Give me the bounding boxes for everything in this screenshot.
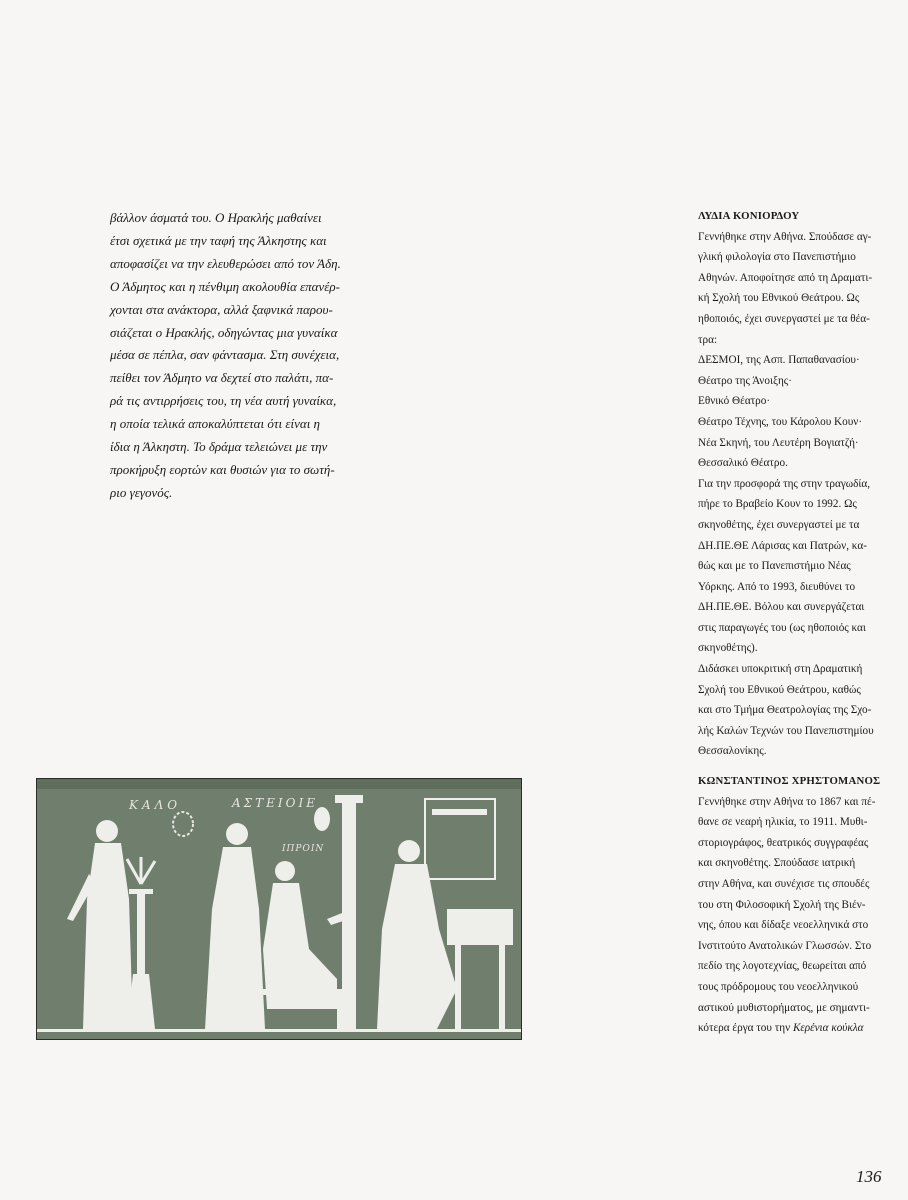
bio-line: θανε σε νεαρή ηλικία, το 1911. Μυθι-: [698, 816, 868, 829]
figure-seated-woman-2: [377, 840, 457, 1029]
bio-line: στις παραγωγές του (ως ηθοποιός και: [698, 621, 866, 634]
synopsis-text: [110, 207, 341, 505]
bio-line: Ινστιτούτο Ανατολικών Γλωσσών. Στο: [698, 939, 872, 952]
bio-line: Θεσσαλικό Θέατρο.: [698, 457, 788, 470]
bio-line-text: κότερα έργα του την: [698, 1022, 793, 1035]
bio-line: θώς και με το Πανεπιστήμιο Νέας: [698, 560, 851, 573]
bio-line: ηθοποιός, έχει συνεργαστεί με τα θέα-: [698, 312, 870, 325]
synopsis-line: βάλλον άσματά του. Ο Ηρακλής μαθαίνει: [110, 210, 322, 225]
bio-line: νης, όπου και δίδαξε νεοελληνικά στο: [698, 919, 869, 932]
bio-koniordou: [698, 206, 888, 762]
figure-seated-woman: [253, 861, 349, 1029]
figure-standing-woman: [67, 820, 133, 1029]
bio-line: τρα:: [698, 333, 718, 346]
synopsis-line: η οποία τελικά αποκαλύπτεται ότι είναι η: [110, 416, 321, 432]
bio-line: ΔΗ.ΠΕ.ΘΕ. Βόλου και συνεργάζεται: [698, 601, 865, 614]
column-capital: [335, 795, 363, 803]
synopsis-line: ίδια η Άλκηστη. Το δράμα τελειώνει με την: [110, 439, 328, 455]
bio-line: στην Αθήνα, και συνέχισε τις σπουδές: [698, 877, 870, 890]
synopsis-line: ρά τις αντιρρήσεις του, τη νέα αυτή γυναίκα,: [110, 393, 337, 409]
bio-line: σκηνοθέτης, έχει συνεργαστεί με τα: [698, 518, 860, 531]
bio-line: Θέατρο της Άνοιξης·: [698, 374, 792, 387]
vase-painting-image: [36, 778, 522, 1040]
bio-line: ΔΗ.ΠΕ.ΘΕ Λάρισας και Πατρών, κα-: [698, 539, 867, 552]
bio-line: ΔΕΣΜΟΙ, της Ασπ. Παπαθανασίου·: [698, 354, 860, 367]
bio-line: Θεσσαλονίκης.: [698, 745, 767, 758]
vase-border-band: [37, 779, 521, 789]
bio-name: ΛΥΔΙΑ ΚΟΝΙΟΡΔΟΥ: [698, 210, 800, 222]
bio-line: Για την προσφορά της στην τραγωδία,: [698, 477, 871, 490]
bio-line: και σκηνοθέτης. Σπούδασε ιατρική: [698, 857, 856, 870]
synopsis-line: χονται στα ανάκτορα, αλλά ξαφνικά παρου-: [110, 301, 333, 317]
bio-line: πεδίο της λογοτεχνίας, θεωρείται από: [698, 960, 867, 973]
vase-inscription: ΚΑΛΟ: [129, 798, 182, 812]
vase-inscription: ΙΠΡΟΙΝ: [282, 844, 325, 854]
work-title: Κερένια κούκλα: [792, 1022, 864, 1035]
synopsis-line: προκήρυξη εορτών και θυσιών για το σωτή-: [110, 461, 335, 477]
synopsis-line: σιάζεται ο Ηρακλής, οδηγώντας μια γυναίκα: [110, 324, 338, 340]
bio-christomanos: [698, 771, 888, 1039]
bio-line: Διδάσκει υποκριτική στη Δραματική: [698, 663, 863, 676]
bio-line: Εθνικό Θέατρο·: [698, 395, 771, 408]
synopsis-line: έτσι σχετικά με την ταφή της Άλκηστης και: [110, 232, 327, 248]
bio-line: Νέα Σκηνή, του Λευτέρη Βογιατζή·: [698, 436, 859, 449]
bio-line: κή Σχολή του Εθνικού Θεάτρου. Ως: [698, 292, 860, 305]
bio-line: Σχολή του Εθνικού Θεάτρου, καθώς: [698, 683, 861, 696]
synopsis-line: αποφασίζει να την ελευθερώσει από τον Άδη.: [110, 255, 341, 271]
bio-line: Αθηνών. Αποφοίτησε από τη Δραματι-: [698, 271, 873, 284]
chest: [447, 909, 513, 1029]
bio-line: Υόρκης. Από το 1993, διευθύνει το: [698, 580, 856, 593]
bio-line: τους πρόδρομους του νεοελληνικού: [698, 980, 859, 993]
bio-name: ΚΩΝΣΤΑΝΤΙΝΟΣ ΧΡΗΣΤΟΜΑΝΟΣ: [698, 775, 881, 787]
synopsis-line: πείθει τον Άδμητο να δεχτεί στο παλάτι, πα-: [110, 370, 334, 386]
bio-line: πήρε το Βραβείο Κουν το 1992. Ως: [698, 498, 857, 511]
hanging-vessel: [314, 807, 330, 831]
bio-line: Γεννήθηκε στην Αθήνα το 1867 και πέ-: [698, 795, 876, 808]
bio-line: στοριογράφος, θεατρικός συγγραφέας: [698, 836, 869, 849]
figure-standing-woman-2: [205, 823, 265, 1029]
bio-line: Γεννήθηκε στην Αθήνα. Σπούδασε αγ-: [698, 230, 872, 243]
bio-line: αστικού μυθιστορήματος, με σημαντι-: [698, 1001, 870, 1014]
bio-line: και στο Τμήμα Θεατρολογίας της Σχο-: [698, 704, 872, 717]
ground-line: [37, 1029, 521, 1032]
bio-line: του στη Φιλοσοφική Σχολή της Βιέν-: [698, 898, 866, 911]
bio-line-last: [698, 1018, 888, 1039]
door-panel: [432, 809, 487, 815]
synopsis-line: Ο Άδμητος και η πένθιμη ακολουθία επανέρ-: [110, 278, 340, 294]
bio-line: Θέατρο Τέχνης, του Κάρολου Κουν·: [698, 415, 863, 428]
vase-inscription: ΑΣΤΕΙΟΙΕ: [232, 796, 318, 810]
synopsis-line: μέσα σε πέπλα, σαν φάντασμα. Στη συνέχεια,: [110, 347, 340, 363]
plant-stand: [127, 857, 155, 1029]
bio-line: λής Καλών Τεχνών του Πανεπιστημίου: [698, 724, 874, 737]
bio-line: σκηνοθέτης).: [698, 642, 758, 655]
page-number: 136: [856, 1167, 882, 1186]
synopsis-line: ριο γεγονός.: [110, 484, 173, 500]
wreath: [173, 812, 193, 836]
bio-line: γλική φιλολογία στο Πανεπιστήμιο: [698, 251, 856, 264]
